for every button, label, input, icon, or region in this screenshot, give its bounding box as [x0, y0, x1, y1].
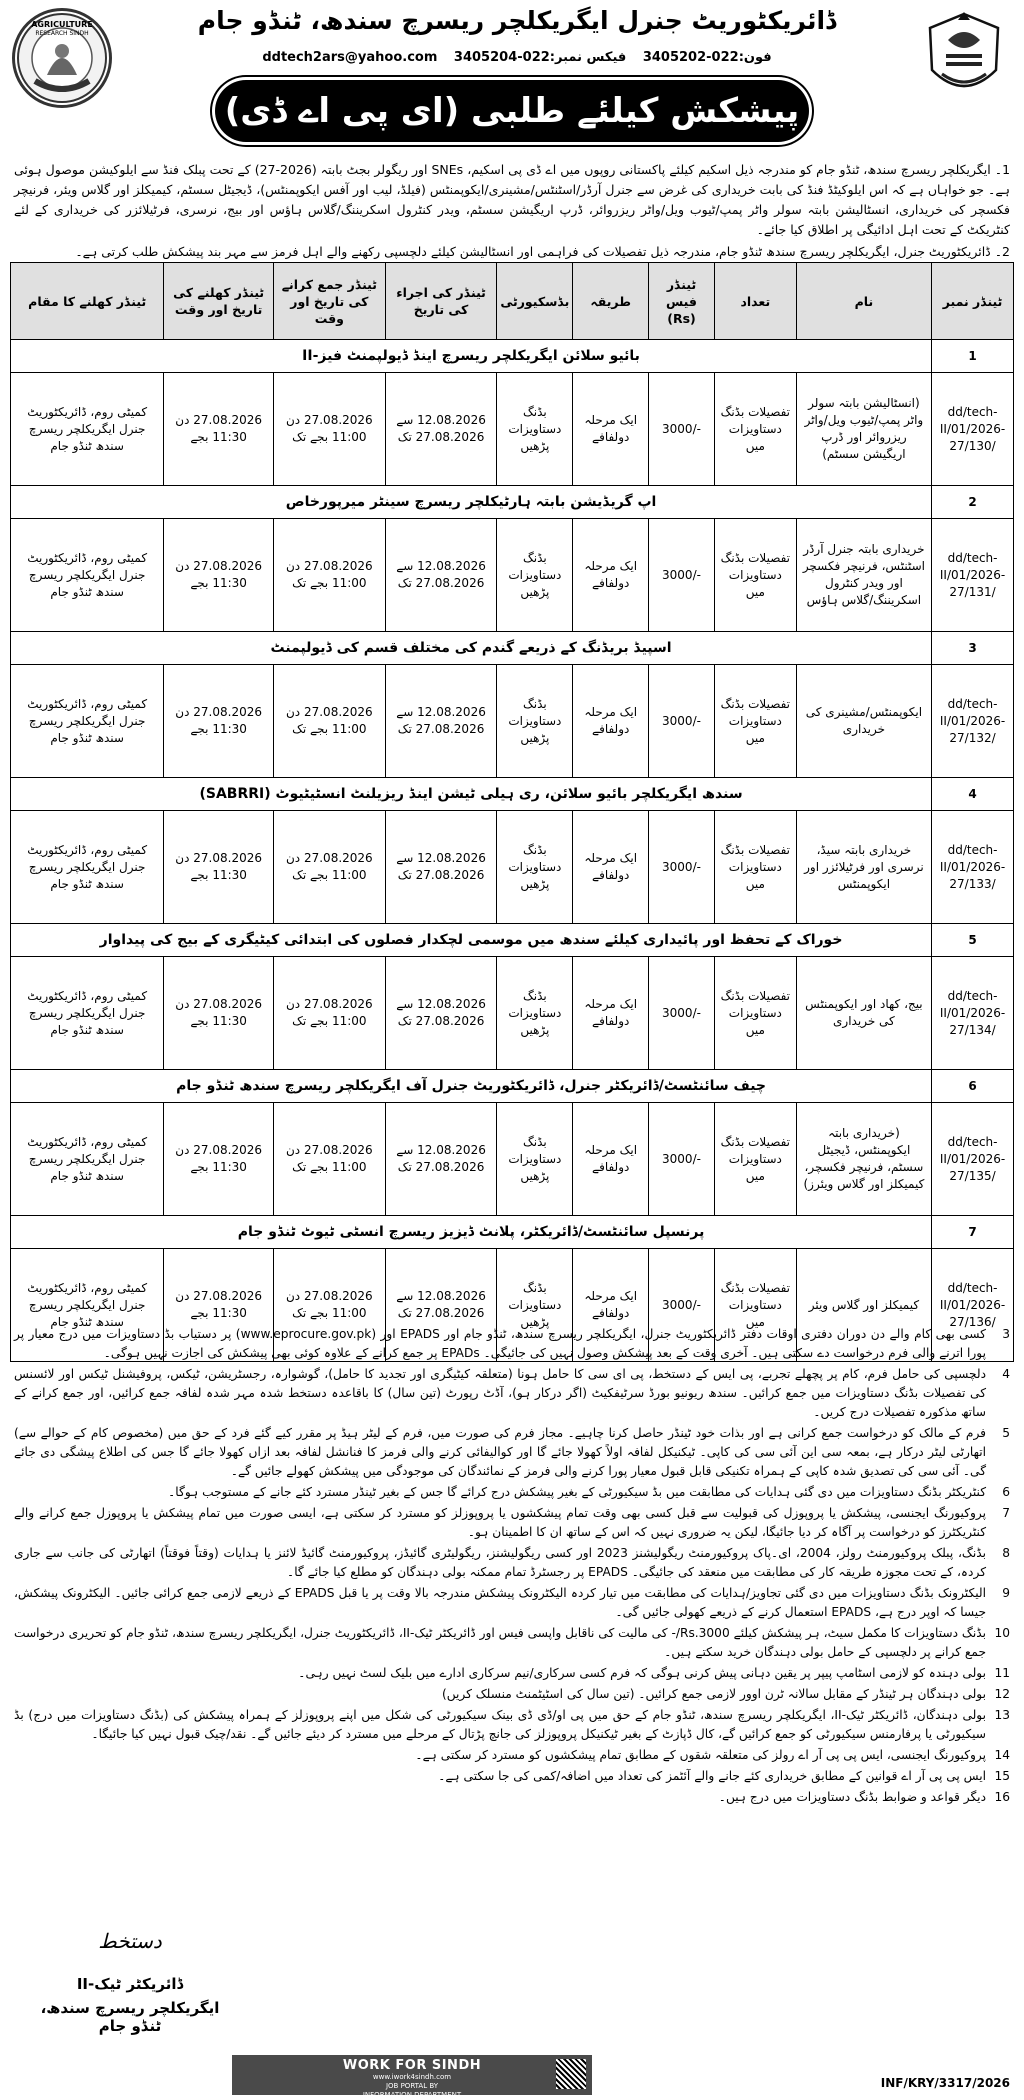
header-tender-no: ٹینڈر نمبر: [932, 263, 1014, 340]
qr-code-icon: [556, 2059, 586, 2089]
cell-fee: 3000/-: [649, 1249, 715, 1362]
term-item: [14, 1664, 1010, 1683]
term-text: پروکیورنگ ایجنسی، ایس پی پی آر اے رولز کی متعلقہ شقوں کے مطابق تمام پیشکشوں کو مسترد کر سکتی ہے۔: [415, 1748, 986, 1762]
cell-issue-date: 12.08.2026 سے 27.08.2026 تک: [385, 373, 497, 486]
term-text: بولی دہندگان ہر ٹینڈر کے مقابل سالانہ ٹرن اوور لازمی جمع کرائیں۔ (تین سال کی اسٹیٹمنٹ منسلک کریں): [441, 1687, 986, 1701]
section-title: چیف سائنٹسٹ/ڈائریکٹر جنرل، ڈائریکٹوریٹ جنرل آف ایگریکلچر ریسرچ سندھ ٹنڈو جام: [11, 1070, 932, 1103]
agriculture-research-logo: [12, 8, 112, 108]
cell-tender-no: dd/tech-II/01/2026-27/132/: [932, 665, 1014, 778]
section-row: [11, 1216, 1014, 1249]
term-item: [14, 1424, 1010, 1481]
cell-open-date: 27.08.2026 دن 11:30 بجے: [164, 1103, 274, 1216]
cell-tender-no: dd/tech-II/01/2026-27/135/: [932, 1103, 1014, 1216]
cell-quantity: تفصیلات بڈنگ دستاویزات میں: [714, 1103, 796, 1216]
section-row: [11, 486, 1014, 519]
intro-section: [14, 160, 1010, 264]
cell-tender-no: dd/tech-II/01/2026-27/134/: [932, 957, 1014, 1070]
section-row: [11, 632, 1014, 665]
term-number: 5: [1002, 1426, 1010, 1440]
term-item: [14, 1685, 1010, 1704]
cell-quantity: تفصیلات بڈنگ دستاویزات میں: [714, 665, 796, 778]
term-item: [14, 1788, 1010, 1807]
cell-security: بڈنگ دستاویزات پڑھیں: [497, 373, 573, 486]
cell-issue-date: 12.08.2026 سے 27.08.2026 تک: [385, 1249, 497, 1362]
table-row: [11, 665, 1014, 778]
header-issue-date: ٹینڈر کی اجراء کی تاریخ: [385, 263, 497, 340]
cell-open-date: 27.08.2026 دن 11:30 بجے: [164, 957, 274, 1070]
term-number: 10: [994, 1626, 1010, 1640]
term-item: [14, 1746, 1010, 1765]
cell-method: ایک مرحلہ دولفافے: [573, 957, 649, 1070]
tender-table-body: [11, 340, 1014, 1362]
svg-text:RESEARCH SINDH: RESEARCH SINDH: [35, 30, 89, 37]
section-number: 6: [932, 1070, 1014, 1103]
cell-method: ایک مرحلہ دولفافے: [573, 665, 649, 778]
term-item: [14, 1504, 1010, 1542]
cell-method: ایک مرحلہ دولفافے: [573, 811, 649, 924]
cell-fee: 3000/-: [649, 519, 715, 632]
term-number: 14: [994, 1748, 1010, 1762]
cell-open-place: کمیٹی روم، ڈائریکٹوریٹ جنرل ایگریکلچر ریسرچ سندھ ٹنڈو جام: [11, 1249, 164, 1362]
cell-tender-no: dd/tech-II/01/2026-27/130/: [932, 373, 1014, 486]
term-item: [14, 1706, 1010, 1744]
cell-open-place: کمیٹی روم، ڈائریکٹوریٹ جنرل ایگریکلچر ریسرچ سندھ ٹنڈو جام: [11, 373, 164, 486]
table-row: [11, 373, 1014, 486]
section-title: خوراک کے تحفظ اور پائیداری کیلئے سندھ میں موسمی لچکدار فصلوں کی ابتدائی کیٹیگری کے بیج کی پیداوار: [11, 924, 932, 957]
cell-name: خریداری بابتہ جنرل آرڈر اسٹنٹس، فرنیچر فکسچر اور ویدر کنٹرول اسکریننگ/گلاس ہاؤس: [796, 519, 931, 632]
table-row: [11, 957, 1014, 1070]
term-number: 13: [994, 1708, 1010, 1722]
term-text: فرم کے مالک کو درخواست جمع کرانی ہے اور بذات خود ٹینڈر حاصل کرنا چاہیے۔ مجاز فرم کی صورت میں، فرم کے لیٹر ہیڈ پر مقرر کیے گئے فرد کے حق میں (مخصوص کام کے حوالے سے) اتھارٹی لیٹر درکار ہے، بمعہ سی این آئی سی کی کاپی۔ ٹیکنیکل لفافہ اولاً کھولا جائے گا اور کوالیفائی کرنے والی فرمز کا فنانشل لفافہ بعد ازاں کھولا جائے گا جس کی اطلاع پیشگی دی جائے گی۔ آئی سی کی تصدیق شدہ کاپی کے ہمراہ تکنیکی قابل قبول معیار پورا کرنے والی فرمز کے نمائندگان کی موجودگی میں پیشکش کھولے جائیں گے۔: [14, 1426, 986, 1478]
cell-open-date: 27.08.2026 دن 11:30 بجے: [164, 665, 274, 778]
cell-fee: 3000/-: [649, 957, 715, 1070]
cell-open-place: کمیٹی روم، ڈائریکٹوریٹ جنرل ایگریکلچر ریسرچ سندھ ٹنڈو جام: [11, 665, 164, 778]
header-method: طریقہ: [573, 263, 649, 340]
sindh-emblem-graphic: [918, 10, 1010, 106]
term-number: 8: [1002, 1546, 1010, 1560]
government-of-sindh-emblem: [918, 10, 1010, 106]
cell-fee: 3000/-: [649, 665, 715, 778]
cell-submit-date: 27.08.2026 دن 11:00 بجے تک: [274, 665, 386, 778]
term-text: دلچسپی کی حامل فرم، کام پر پچھلے تجربے، پی ایس کے دستخط، پی ای سی کا حامل ہونا (متعلقہ کیٹیگری اور تجدید کا حامل)، گوشوارہ، رجسٹریشن، ٹیکس، پروفیشنل ٹیکس اور لائسنس کی تفصیلات بڈنگ دستاویزات میں جمع کرائیں۔ سندھ ریونیو بورڈ سرٹیفکیٹ (اگر درکار ہو)، آڈٹ رپورٹ (تین سال) کا باقاعدہ دستخط شدہ مہر شدہ لفافہ جمع کرائیں، اور جمع کرانے کے ساتھ مذکورہ تفصیلات درج کریں۔: [14, 1367, 986, 1419]
cell-open-place: کمیٹی روم، ڈائریکٹوریٹ جنرل ایگریکلچر ریسرچ سندھ ٹنڈو جام: [11, 811, 164, 924]
work-for-sindh-url: www.iwork4sindh.com: [372, 2073, 452, 2081]
header-name: نام: [796, 263, 931, 340]
cell-method: ایک مرحلہ دولفافے: [573, 519, 649, 632]
term-text: دیگر قواعد و ضوابط بڈنگ دستاویزات میں درج ہیں۔: [718, 1790, 986, 1804]
section-row: [11, 778, 1014, 811]
cell-open-date: 27.08.2026 دن 11:30 بجے: [164, 373, 274, 486]
term-text: ایس پی پی آر اے قوانین کے مطابق خریداری کئے جانے والے آئٹمز کی تعداد میں اضافہ/کمی کی جا سکتی ہے۔: [438, 1769, 986, 1783]
section-title: سندھ ایگریکلچر بائیو سلائن، ری ہیلی ٹیشن اینڈ ریزیلنٹ انسٹیٹیوٹ (SABRRI): [11, 778, 932, 811]
term-number: 4: [1002, 1367, 1010, 1381]
table-row: [11, 811, 1014, 924]
cell-quantity: تفصیلات بڈنگ دستاویزات میں: [714, 1249, 796, 1362]
term-text: بڈنگ، پبلک پروکیورمنٹ رولز، 2004، ای۔پاک پروکیورمنٹ ریگولیشنز 2023 اور کسی ریگولیشنز، ریگولیٹری گائیڈز، پروکیورمنٹ گائیڈ لائنز یا ہدایات (وقتاً فوقتاً) اتھارٹی کی جانب سے جاری کردہ، کے تحت مجوزہ طریقہ کار کی مطابقت میں منعقد کی جائیگی۔ EPADS پر رجسٹرڈ تمام ممکنہ بولی دہندگان کو مطلع کیا جائے گا۔: [14, 1546, 987, 1579]
cell-open-place: کمیٹی روم، ڈائریکٹوریٹ جنرل ایگریکلچر ریسرچ سندھ ٹنڈو جام: [11, 1103, 164, 1216]
directorate-title: ڈائریکٹوریٹ جنرل ایگریکلچر ریسرچ سندھ، ٹنڈو جام: [197, 6, 837, 35]
term-item: [14, 1584, 1010, 1622]
work-for-sindh-sub1: JOB PORTAL BY: [385, 2082, 439, 2090]
cell-open-place: کمیٹی روم، ڈائریکٹوریٹ جنرل ایگریکلچر ریسرچ سندھ ٹنڈو جام: [11, 519, 164, 632]
term-item: [14, 1544, 1010, 1582]
table-row: [11, 519, 1014, 632]
table-header-row: [11, 263, 1014, 340]
tender-banner-title: پیشکش کیلئے طلبی (ای پی اے ڈی): [215, 80, 809, 142]
cell-method: ایک مرحلہ دولفافے: [573, 373, 649, 486]
cell-security: بڈنگ دستاویزات پڑھیں: [497, 665, 573, 778]
term-item: [14, 1767, 1010, 1786]
cell-issue-date: 12.08.2026 سے 27.08.2026 تک: [385, 665, 497, 778]
cell-submit-date: 27.08.2026 دن 11:00 بجے تک: [274, 957, 386, 1070]
section-number: 4: [932, 778, 1014, 811]
cell-tender-no: dd/tech-II/01/2026-27/133/: [932, 811, 1014, 924]
signature-block: [30, 1925, 230, 2090]
tender-table: [10, 262, 1014, 1362]
terms-section: [14, 1325, 1010, 1809]
cell-security: بڈنگ دستاویزات پڑھیں: [497, 519, 573, 632]
header-fee: ٹینڈر فیس (Rs): [649, 263, 715, 340]
term-number: 15: [994, 1769, 1010, 1783]
term-item: [14, 1325, 1010, 1363]
signatory-office: ایگریکلچر ریسرچ سندھ، ٹنڈو جام: [40, 1999, 220, 2035]
term-number: 6: [1002, 1485, 1010, 1499]
cell-quantity: تفصیلات بڈنگ دستاویزات میں: [714, 957, 796, 1070]
section-title: بائیو سلائن ایگریکلچر ریسرچ اینڈ ڈیولپمنٹ فیز-II: [11, 340, 932, 373]
term-text: بولی دہندگان، ڈائریکٹر ٹیک-II، ایگریکلچر ریسرچ سندھ، ٹنڈو جام کے حق میں پی او/ڈی ڈی بینک سیکیورٹی کی شکل میں اپنے پروپوزلز کے ہمراہ پیشکش کی (بڈنگ دستاویزات میں درج) بڈ سیکیورٹی یا پرفارمنس سیکیورٹی کو جمع کرائیں گے، کال ڈپازٹ کے بغیر ٹیکنیکل پروپوزلز کی جانچ پڑتال کے مرحلے میں مسترد کر دیئے جائیں گے۔ نقد/چیک قبول نہیں کیا جائیگا۔: [14, 1708, 986, 1741]
cell-quantity: تفصیلات بڈنگ دستاویزات میں: [714, 373, 796, 486]
cell-open-date: 27.08.2026 دن 11:30 بجے: [164, 519, 274, 632]
cell-submit-date: 27.08.2026 دن 11:00 بجے تک: [274, 1249, 386, 1362]
header-submit-date: ٹینڈر جمع کرانے کی تاریخ اور وقت: [274, 263, 386, 340]
cell-security: بڈنگ دستاویزات پڑھیں: [497, 957, 573, 1070]
term-number: 3: [1002, 1327, 1010, 1341]
cell-quantity: تفصیلات بڈنگ دستاویزات میں: [714, 811, 796, 924]
signature-mark: دستخط: [98, 1929, 162, 1953]
header-quantity: تعداد: [714, 263, 796, 340]
cell-fee: 3000/-: [649, 811, 715, 924]
table-row: [11, 1103, 1014, 1216]
work-for-sindh-title: WORK FOR SINDH: [342, 2058, 482, 2073]
header-open-date: ٹینڈر کھلنے کی تاریخ اور وقت: [164, 263, 274, 340]
cell-name: بیج، کھاد اور ایکوپمنٹس کی خریداری: [796, 957, 931, 1070]
cell-tender-no: dd/tech-II/01/2026-27/136/: [932, 1249, 1014, 1362]
cell-issue-date: 12.08.2026 سے 27.08.2026 تک: [385, 519, 497, 632]
section-row: [11, 340, 1014, 373]
term-item: [14, 1365, 1010, 1422]
cell-name: خریداری بابتہ سیڈ، نرسری اور فرٹیلائزر اور ایکوپمنٹس: [796, 811, 931, 924]
cell-security: بڈنگ دستاویزات پڑھیں: [497, 1103, 573, 1216]
email-address[interactable]: ddtech2ars@yahoo.com: [262, 50, 438, 65]
header-open-place: ٹینڈر کھلنے کا مقام: [11, 263, 164, 340]
header: [0, 0, 1024, 160]
cell-open-date: 27.08.2026 دن 11:30 بجے: [164, 1249, 274, 1362]
cell-open-date: 27.08.2026 دن 11:30 بجے: [164, 811, 274, 924]
term-number: 9: [1002, 1586, 1010, 1600]
work-for-sindh-sub2: INFORMATION DEPARTMENT: [362, 2091, 462, 2099]
cell-fee: 3000/-: [649, 373, 715, 486]
cell-security: بڈنگ دستاویزات پڑھیں: [497, 811, 573, 924]
signatory-title: ڈائریکٹر ٹیک-II: [76, 1975, 184, 1993]
cell-submit-date: 27.08.2026 دن 11:00 بجے تک: [274, 519, 386, 632]
term-number: 11: [994, 1666, 1010, 1680]
term-item: [14, 1624, 1010, 1662]
term-text: پروکیورنگ ایجنسی، پیشکش یا پروپوزل کی قبولیت سے قبل کسی بھی وقت تمام پیشکشوں یا پروپوزلز کو مسترد کر سکتی ہے، ایسی صورت میں تمام پیشکش یا پروپوزل جمع کرانے والے کنٹریکٹرز کو درخواست پر آگاہ کر دیا جائیگا، لیکن یہ ضروری نہیں کہ اس کے ساتھ ان کا اطمینان ہو۔: [14, 1506, 986, 1539]
section-number: 2: [932, 486, 1014, 519]
cell-quantity: تفصیلات بڈنگ دستاویزات میں: [714, 519, 796, 632]
cell-name: (انسٹالیشن بابتہ سولر واٹر پمپ/ٹیوب ویل/واٹر ریزروائر اور ڈرپ اریگیشن سسٹم): [796, 373, 931, 486]
cell-fee: 3000/-: [649, 1103, 715, 1216]
term-text: بولی دہندہ کو لازمی اسٹامپ پیپر پر یقین دہانی پیش کرنی ہوگی کہ فرم کسی سرکاری/نیم سرکاری ادارے میں بلیک لسٹ نہیں رہی۔: [298, 1666, 986, 1680]
cell-submit-date: 27.08.2026 دن 11:00 بجے تک: [274, 1103, 386, 1216]
cell-tender-no: dd/tech-II/01/2026-27/131/: [932, 519, 1014, 632]
fax-number: فیکس نمبر:022-3405204: [453, 50, 627, 65]
intro-paragraph-1: 1۔ ایگریکلچر ریسرچ سندھ، ٹنڈو جام کو مندرجہ ذیل اسکیم کیلئے پاکستانی روپوں میں اے ڈی پی اسکیم، SNEs اور ریگولر بجٹ بابتہ (2026-27) کے تحت پبلک فنڈ سے ایلوکیشن موصول ہوئی ہے۔ جو خواہاں ہے کہ اس ایلوکیٹڈ فنڈ کی بابت خریداری کی غرض سے جنرل آرڈر/اسٹنٹس/مشینری/ایکوپمنٹس (فیلڈ، لیب اور آفس ایکوپمنٹس)، ڈیجیٹل سسٹم، کیمیکلز اور گلاس ویئر، فرنیچر فکسچر کی خریداری، انسٹالیشن بابتہ سولر واٹر پمپ/ٹیوب ویل/واٹر ریزروائر، ڈرپ اریگیشن سسٹم، ویدر کنٹرول اسکریننگ/گلاس ہاؤس اور بیج، نرسری، فرٹیلائزر کی خریداری کے لئے کنٹریکٹ کے تحت اہل ادائیگی پر اطلاق کیا جائے۔: [14, 162, 1011, 237]
work-for-sindh-banner: [232, 2055, 592, 2099]
section-number: 5: [932, 924, 1014, 957]
section-row: [11, 1070, 1014, 1103]
section-row: [11, 924, 1014, 957]
header-security: بڈسکیورٹی: [497, 263, 573, 340]
term-item: [14, 1483, 1010, 1502]
term-number: 16: [994, 1790, 1010, 1804]
intro-paragraph-2: 2۔ ڈائریکٹوریٹ جنرل، ایگریکلچر ریسرچ سندھ ٹنڈو جام، مندرجہ ذیل تفصیلات کی فراہمی اور انسٹالیشن کیلئے دلچسپی رکھنے والے اہل فرمز سے مہر بند پیشکش طلب کرتی ہے۔: [75, 244, 1010, 259]
cell-submit-date: 27.08.2026 دن 11:00 بجے تک: [274, 811, 386, 924]
cell-name: ایکوپمنٹس/مشینری کی خریداری: [796, 665, 931, 778]
section-number: 7: [932, 1216, 1014, 1249]
contact-line: [130, 50, 904, 65]
svg-text:AGRICULTURE: AGRICULTURE: [31, 20, 93, 29]
section-title: پرنسپل سائنٹسٹ/ڈائریکٹر، پلانٹ ڈیزیز ریسرچ انسٹی ٹیوٹ ٹنڈو جام: [11, 1216, 932, 1249]
cell-open-place: کمیٹی روم، ڈائریکٹوریٹ جنرل ایگریکلچر ریسرچ سندھ ٹنڈو جام: [11, 957, 164, 1070]
cell-security: بڈنگ دستاویزات پڑھیں: [497, 1249, 573, 1362]
agriculture-research-logo-graphic: [15, 11, 109, 105]
cell-name: (خریداری بابتہ ایکوپمنٹس، ڈیجیٹل سسٹم، فرنیچر فکسچر، کیمیکلز اور گلاس ویئرز): [796, 1103, 931, 1216]
cell-name: کیمیکلز اور گلاس ویئر: [796, 1249, 931, 1362]
term-text: الیکٹرونک بڈنگ دستاویزات میں دی گئی تجاویز/ہدایات کی مطابقت میں تیار کردہ الیکٹرونک پیشکش مندرجہ بالا وقت پر یا قبل EPADS کے ذریعے لازمی جمع کرائی جائیں۔ الیکٹرونک پیشکش، جیسا کہ اوپر درج ہے، EPADS استعمال کرنے کے ذریعے کھولی جائیں گی۔: [14, 1586, 986, 1619]
section-number: 3: [932, 632, 1014, 665]
term-text: کسی بھی کام والے دن دوران دفتری اوقات دفتر ڈائریکٹوریٹ جنرل، ایگریکلچر ریسرچ سندھ، ٹنڈو جام اور EPADS اور (www.eprocure.gov.pk) پر دستیاب بڈ دستاویزات میں درج معیار پر پورا اترنے والی فرم درخواست دے سکتی ہیں۔ آخری وقت کے بعد پیشکش وصول نہیں کی جائیگی۔ EPADs پر جمع کرانے کے علاوہ کوئی بھی پیشکش کی اجازت نہیں ہوگی۔: [14, 1327, 986, 1360]
section-title: اپ گریڈیشن بابتہ ہارٹیکلچر ریسرچ سینٹر میرپورخاص: [11, 486, 932, 519]
cell-issue-date: 12.08.2026 سے 27.08.2026 تک: [385, 957, 497, 1070]
term-number: 7: [1002, 1506, 1010, 1520]
cell-submit-date: 27.08.2026 دن 11:00 بجے تک: [274, 373, 386, 486]
cell-method: ایک مرحلہ دولفافے: [573, 1103, 649, 1216]
phone-number: فون:022-3405202: [642, 50, 772, 65]
section-number: 1: [932, 340, 1014, 373]
section-title: اسپیڈ بریڈنگ کے ذریعے گندم کی مختلف قسم کی ڈیولپمنٹ: [11, 632, 932, 665]
term-text: بڈنگ دستاویزات کا مکمل سیٹ، ہر پیشکش کیلئے Rs.3000/- کی مالیت کی ناقابل واپسی فیس اور ڈائریکٹر ٹیک-II، ڈائریکٹوریٹ جنرل، ایگریکلچر ریسرچ سندھ، ٹنڈو جام کو تحریری درخواست جمع کرانے پر دلچسپی کے حامل بولی دہندگان خرید سکتے ہیں۔: [14, 1626, 986, 1659]
cell-issue-date: 12.08.2026 سے 27.08.2026 تک: [385, 1103, 497, 1216]
term-number: 12: [994, 1687, 1010, 1701]
reference-number: INF/KRY/3317/2026: [880, 2076, 1010, 2090]
term-text: کنٹریکٹر بڈنگ دستاویزات میں دی گئی ہدایات کی مطابقت میں بڈ سیکیورٹی کے بغیر پیشکش درج کرائے گا جس کے بغیر ٹینڈر مسترد کئے جانے کے مستوجب ہوگا۔: [168, 1485, 986, 1499]
cell-method: ایک مرحلہ دولفافے: [573, 1249, 649, 1362]
cell-issue-date: 12.08.2026 سے 27.08.2026 تک: [385, 811, 497, 924]
